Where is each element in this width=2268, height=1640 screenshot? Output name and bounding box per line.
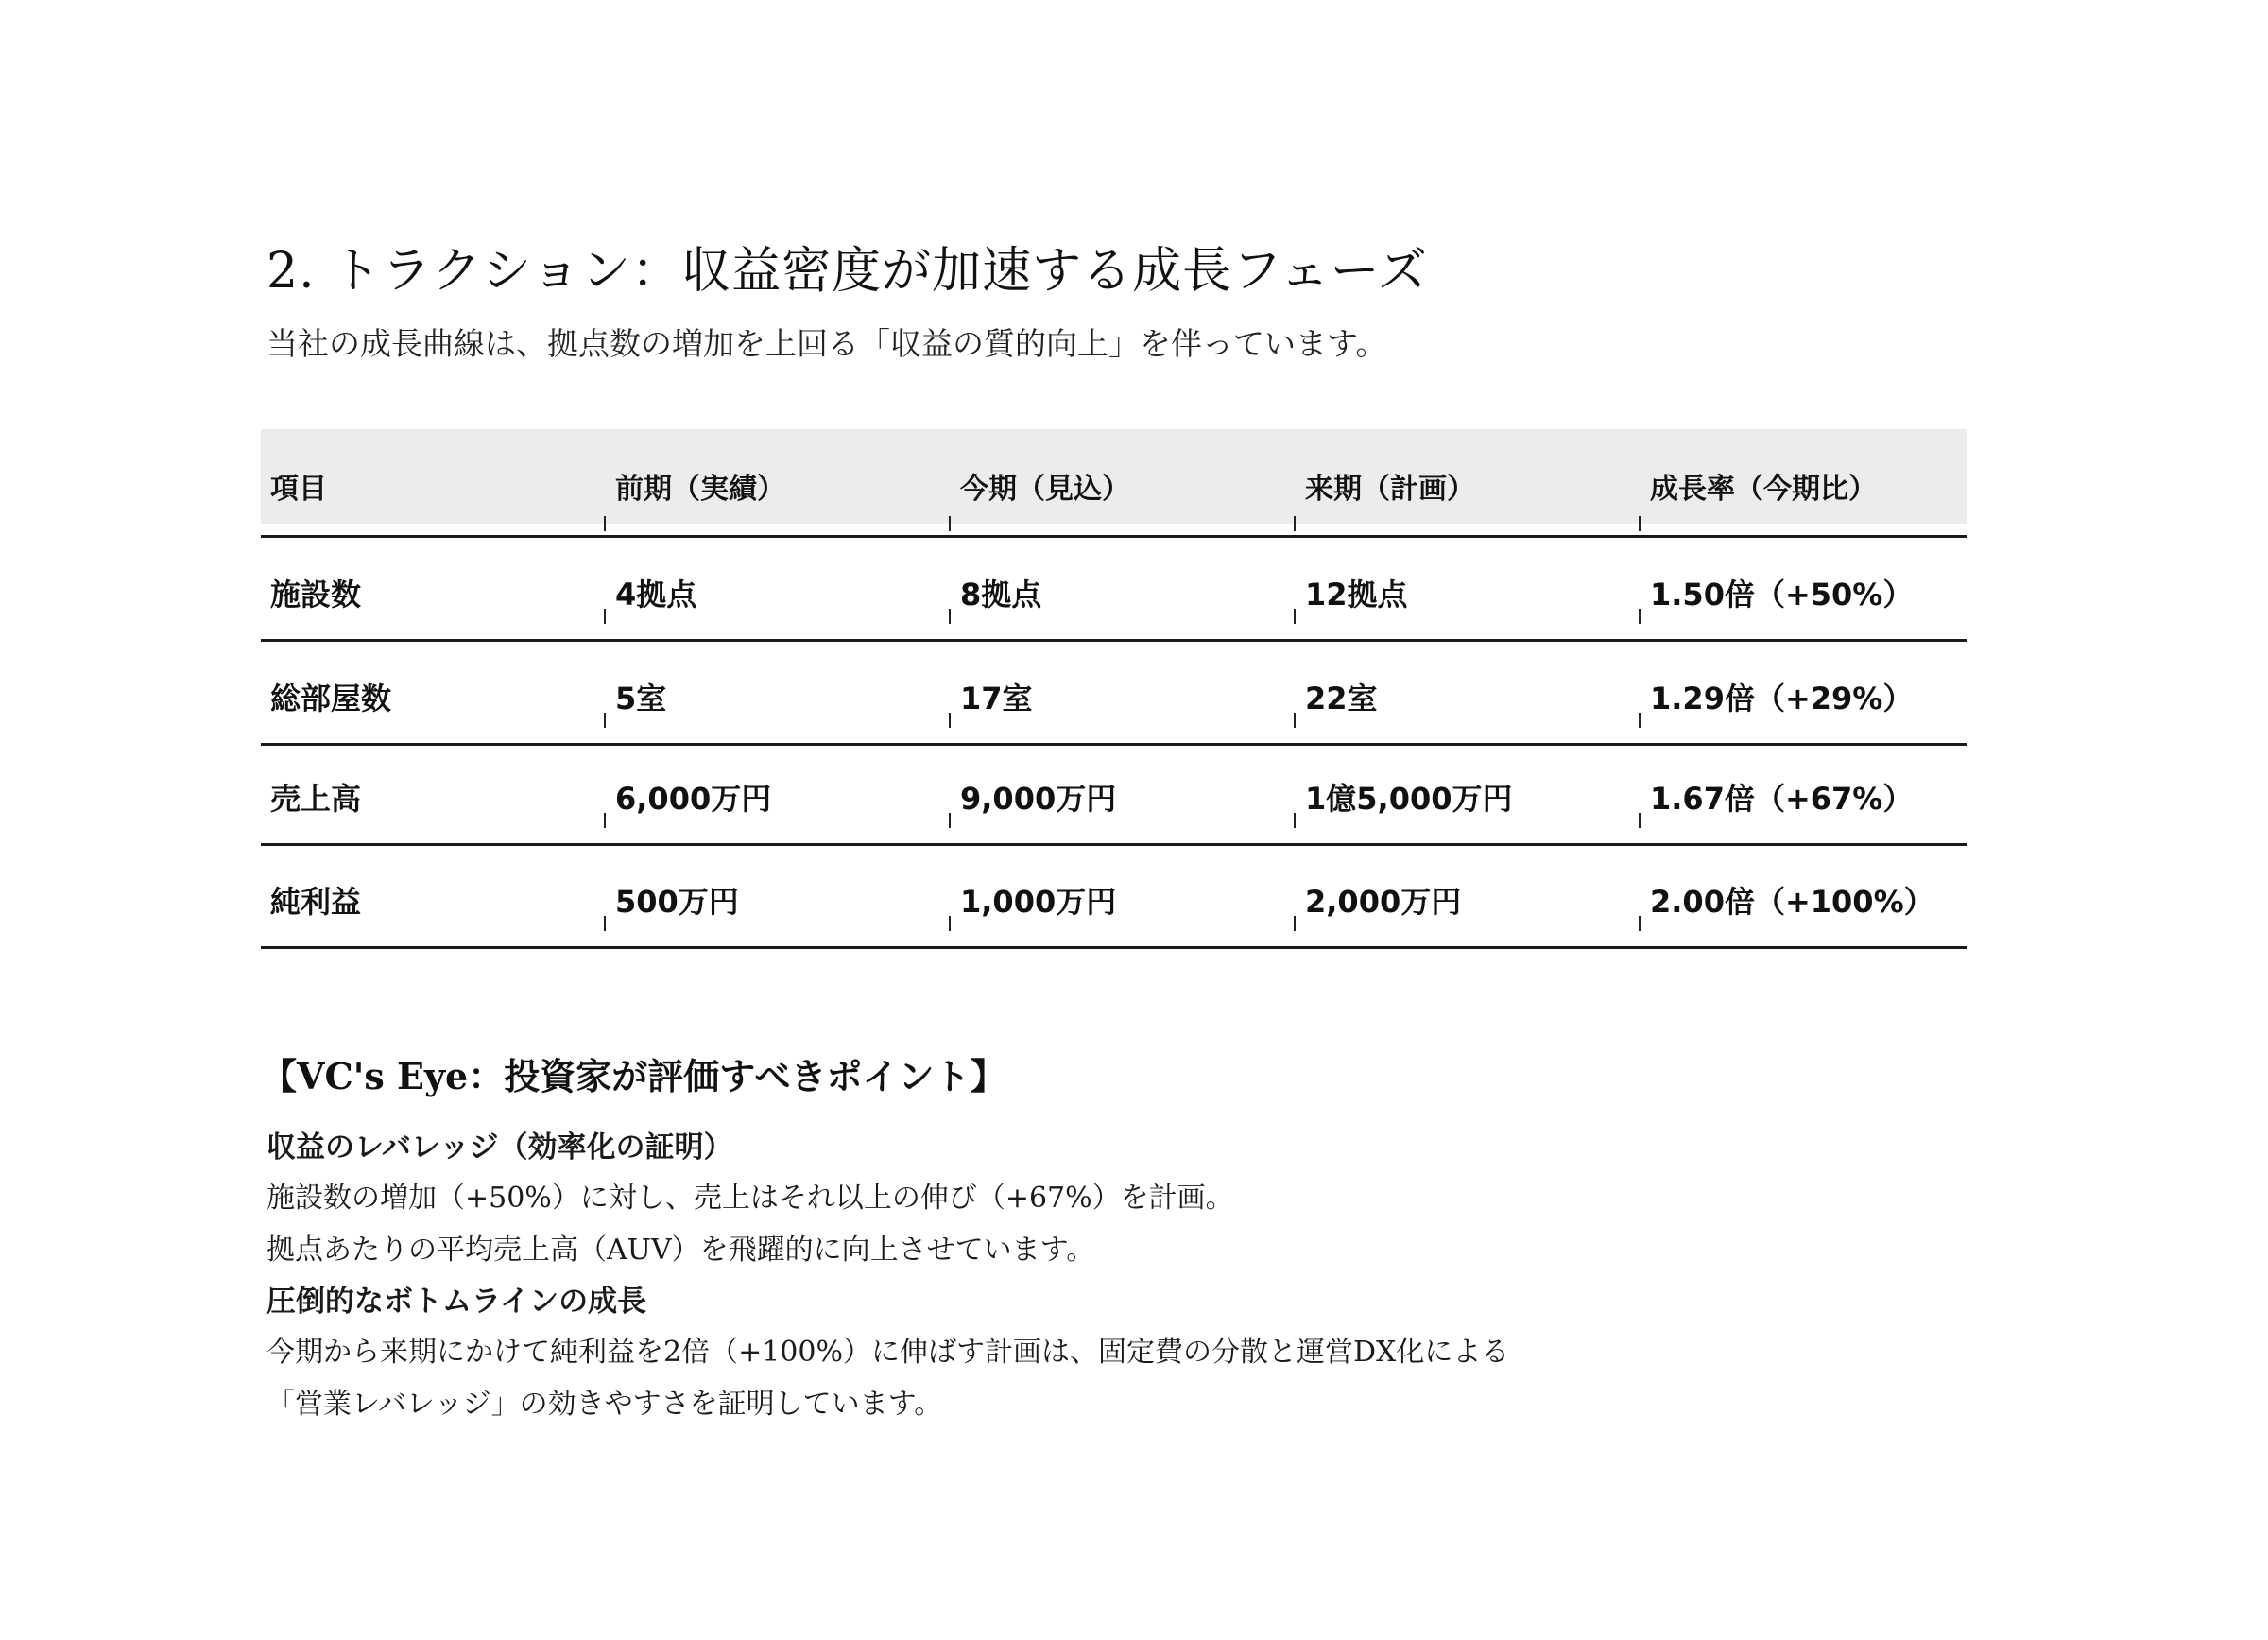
cell-text: 4拠点 bbox=[615, 577, 697, 613]
cell-text: 施設数 bbox=[270, 577, 362, 613]
table-cell bbox=[261, 571, 606, 639]
table-cell bbox=[261, 775, 606, 843]
point-text: 施設数の増加（+50%）に対し、売上はそれ以上の伸び（+67%）を計画。 bbox=[266, 1182, 1234, 1215]
page-subtitle: 当社の成長曲線は、拠点数の増加を上回る「収益の質的向上」を伴っています。 bbox=[266, 325, 1387, 362]
point-text: 今期から来期にかけて純利益を2倍（+100%）に伸ばす計画は、固定費の分散と運営DX化による bbox=[266, 1336, 1510, 1369]
table-cell bbox=[951, 878, 1296, 946]
header-label: 今期（見込） bbox=[960, 473, 1130, 506]
table-cell bbox=[1641, 571, 1967, 639]
table-cell bbox=[606, 878, 951, 946]
cell-text: 9,000万円 bbox=[960, 781, 1117, 817]
table-row bbox=[261, 642, 1967, 746]
cell-text: 500万円 bbox=[615, 884, 739, 920]
traction-table bbox=[261, 429, 1967, 949]
cell-text: 17室 bbox=[960, 681, 1033, 716]
cell-text: 1,000万円 bbox=[960, 884, 1117, 920]
cell-text: 8拠点 bbox=[960, 577, 1042, 613]
header-cell-growth bbox=[1641, 465, 1967, 535]
table-cell bbox=[1296, 878, 1641, 946]
cell-text: 22室 bbox=[1305, 681, 1378, 716]
table-cell bbox=[1641, 675, 1967, 743]
table-cell bbox=[261, 878, 606, 946]
cell-text: 1億5,000万円 bbox=[1305, 781, 1513, 817]
table-cell bbox=[606, 675, 951, 743]
table-cell bbox=[606, 571, 951, 639]
cell-text: 1.67倍（+67%） bbox=[1650, 781, 1914, 817]
cell-text: 総部屋数 bbox=[270, 681, 392, 716]
table-row bbox=[261, 538, 1967, 642]
table-cell bbox=[1641, 878, 1967, 946]
header-label: 成長率（今期比） bbox=[1650, 473, 1877, 506]
cell-text: 2.00倍（+100%） bbox=[1650, 884, 1934, 920]
cell-text: 1.50倍（+50%） bbox=[1650, 577, 1914, 613]
table-cell bbox=[1641, 775, 1967, 843]
header-cell-next bbox=[1296, 465, 1641, 535]
table-cell bbox=[951, 571, 1296, 639]
table-cell bbox=[1296, 775, 1641, 843]
point-text: 拠点あたりの平均売上高（AUV）を飛躍的に向上させています。 bbox=[266, 1234, 1095, 1267]
table-row bbox=[261, 746, 1967, 846]
cell-text: 2,000万円 bbox=[1305, 884, 1462, 920]
cell-text: 1.29倍（+29%） bbox=[1650, 681, 1914, 716]
header-label: 来期（計画） bbox=[1305, 473, 1475, 506]
cell-text: 純利益 bbox=[270, 884, 362, 920]
header-label: 前期（実績） bbox=[615, 473, 785, 506]
cell-text: 売上高 bbox=[270, 781, 362, 817]
header-cell-previous bbox=[606, 465, 951, 535]
page-title: 2. トラクション：収益密度が加速する成長フェーズ bbox=[266, 243, 1428, 300]
table-cell bbox=[951, 675, 1296, 743]
table-cell bbox=[1296, 675, 1641, 743]
point-heading: 圧倒的なボトムラインの成長 bbox=[266, 1285, 647, 1319]
table-header-row bbox=[261, 429, 1967, 538]
table-cell bbox=[261, 675, 606, 743]
point-text: 「営業レバレッジ」の効きやすさを証明しています。 bbox=[266, 1388, 943, 1421]
cell-text: 12拠点 bbox=[1305, 577, 1408, 613]
point-heading: 収益のレバレッジ（効率化の証明） bbox=[266, 1131, 733, 1165]
table-cell bbox=[951, 775, 1296, 843]
header-cell-item bbox=[261, 465, 606, 535]
header-label: 項目 bbox=[270, 473, 327, 506]
cell-text: 5室 bbox=[615, 681, 667, 716]
vc-eye-title: 【VC's Eye：投資家が評価すべきポイント】 bbox=[261, 1055, 1006, 1097]
table-row bbox=[261, 846, 1967, 949]
table-cell bbox=[606, 775, 951, 843]
header-cell-current bbox=[951, 465, 1296, 535]
table-cell bbox=[1296, 571, 1641, 639]
cell-text: 6,000万円 bbox=[615, 781, 772, 817]
